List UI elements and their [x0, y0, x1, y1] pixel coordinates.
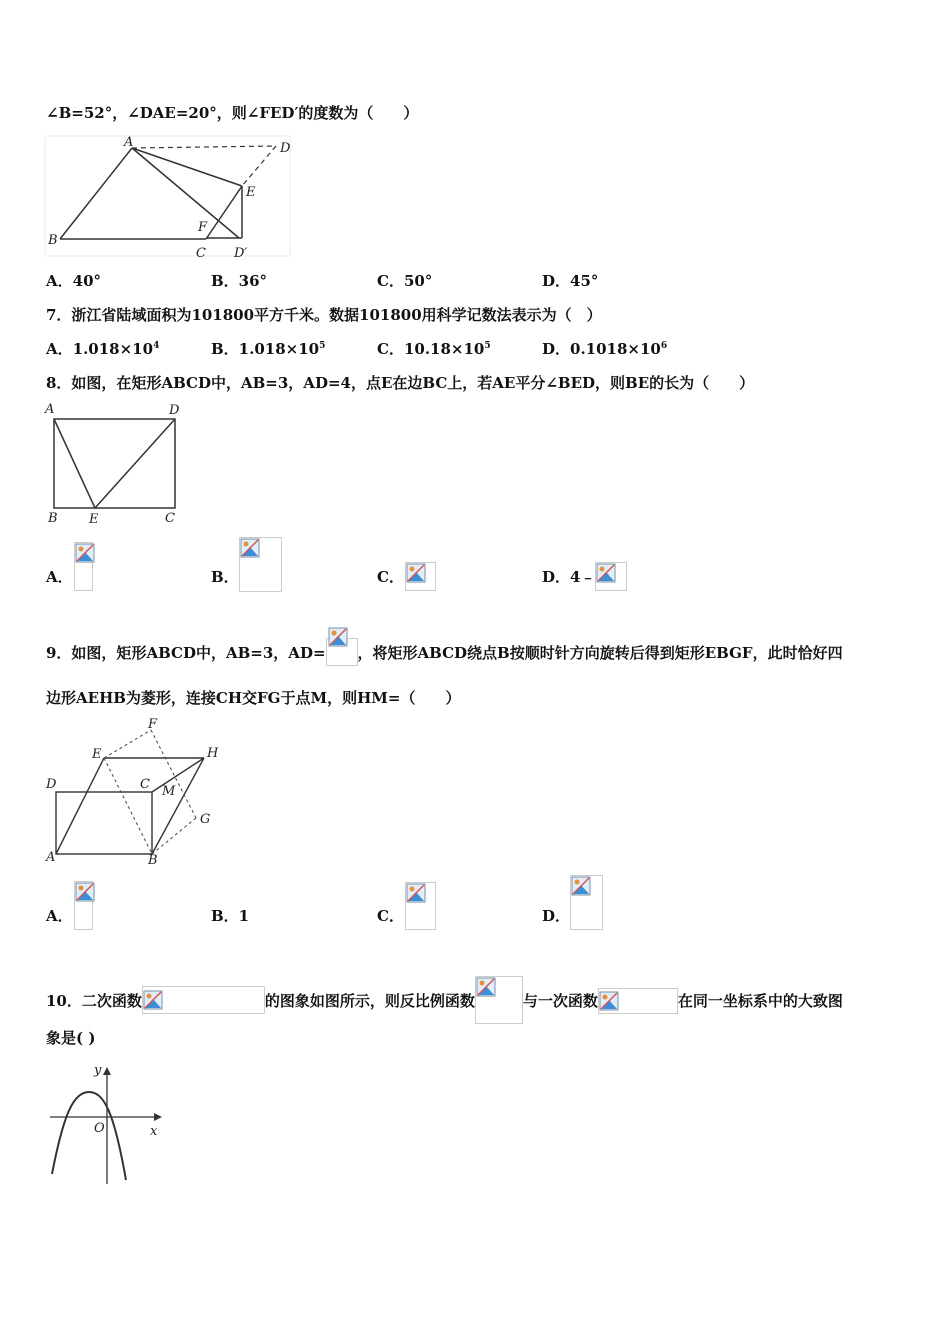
q8-label-b: B	[48, 511, 58, 526]
q9-option-c-image	[405, 882, 436, 930]
q6-option-b: B．36°	[211, 272, 268, 290]
q10-label-x: x	[150, 1124, 158, 1139]
q6-option-a: A．40°	[46, 272, 102, 290]
broken-image-icon	[476, 977, 496, 997]
q10-label-y: y	[94, 1063, 102, 1078]
q6-label-e: E	[246, 185, 256, 200]
q9-label-h: H	[207, 746, 219, 761]
q9-stem-line2: 边形AEHB为菱形，连接CH交FG于点M，则HM=（ ）	[46, 689, 461, 707]
broken-image-icon	[406, 883, 426, 903]
broken-image-icon	[75, 882, 95, 902]
q10-parabola-figure	[44, 1062, 169, 1188]
q10-stem-line1: 10．二次函数 的图象如图所示，则反比例函数 与一次函数 在同一坐标系中的大致图	[46, 976, 843, 1024]
q6-label-a: A	[124, 135, 134, 150]
q8-label-c: C	[165, 511, 175, 526]
q10-quadratic-image	[142, 986, 265, 1014]
q9-option-a: A．	[46, 907, 73, 925]
q9-option-d-image	[570, 875, 603, 930]
q9-option-c: C．	[377, 907, 404, 925]
q6-label-d-prime: D′	[234, 246, 248, 260]
q8-option-b-image	[239, 537, 282, 592]
broken-image-icon	[75, 543, 95, 563]
broken-image-icon	[599, 991, 619, 1011]
broken-image-icon	[571, 876, 591, 896]
broken-image-icon	[240, 538, 260, 558]
q9-label-g: G	[200, 812, 211, 827]
q9-label-b: B	[148, 853, 158, 866]
q10-inverse-image	[475, 976, 523, 1024]
q8-label-d: D	[169, 403, 180, 418]
q9-label-a: A	[46, 850, 56, 865]
q8-option-d: D．4﹣	[542, 568, 596, 586]
q8-figure	[44, 400, 186, 530]
broken-image-icon	[596, 563, 616, 583]
q9-option-b: B．1	[211, 907, 250, 925]
q8-label-a: A	[45, 402, 55, 417]
q9-label-c: C	[140, 777, 150, 792]
q9-figure	[44, 716, 224, 866]
broken-image-icon	[143, 990, 163, 1010]
q10-stem-line2: 象是( )	[46, 1029, 96, 1047]
q9-stem-line1: 9．如图，矩形ABCD中，AB=3，AD= ，将矩形ABCD绕点B按顺时针方向旋转后得到矩形EBGF，此时恰好四	[46, 638, 843, 666]
q6-label-c: C	[196, 246, 206, 260]
q8-option-b: B．	[211, 568, 239, 586]
q6-option-d: D．45°	[542, 272, 599, 290]
q9-label-e: E	[92, 747, 102, 762]
q10-label-o: O	[94, 1121, 105, 1136]
q6-label-b: B	[48, 233, 58, 248]
q8-option-a-image	[74, 542, 93, 591]
q7-option-a: A．$1.018\times 10^4$	[46, 340, 160, 358]
q7-stem: 7．浙江省陆域面积为101800平方千米。数据101800用科学记数法表示为（ ）	[46, 306, 602, 324]
q8-option-c-image	[405, 562, 436, 591]
broken-image-icon	[328, 627, 348, 647]
q9-label-d: D	[46, 777, 57, 792]
q9-inline-image	[326, 638, 358, 666]
q6-stem: ∠B=52°，∠DAE=20°，则∠FED′的度数为（ ）	[46, 104, 419, 122]
q6-label-f: F	[198, 220, 208, 235]
q6-option-c: C．50°	[377, 272, 433, 290]
q6-label-d: D	[280, 141, 291, 156]
q8-label-e: E	[89, 512, 99, 527]
q9-option-d: D．	[542, 907, 571, 925]
q6-figure	[44, 134, 294, 260]
q7-option-b: B．$1.018\times 10^5$	[211, 340, 326, 358]
q9-label-m: M	[162, 784, 176, 799]
q8-option-d-image	[595, 562, 627, 591]
q9-option-a-image	[74, 881, 93, 930]
q7-option-c: C．$10.18\times 10^5$	[377, 340, 491, 358]
q8-stem: 8．如图，在矩形ABCD中，AB=3，AD=4，点E在边BC上，若AE平分∠BED，则BE的长为（ ）	[46, 374, 755, 392]
q10-linear-image	[598, 988, 678, 1014]
broken-image-icon	[406, 563, 426, 583]
q7-option-d: D．$0.1018\times 10^6$	[542, 340, 668, 358]
q9-label-f: F	[148, 717, 158, 732]
q8-option-a: A．	[46, 568, 73, 586]
q8-option-c: C．	[377, 568, 404, 586]
